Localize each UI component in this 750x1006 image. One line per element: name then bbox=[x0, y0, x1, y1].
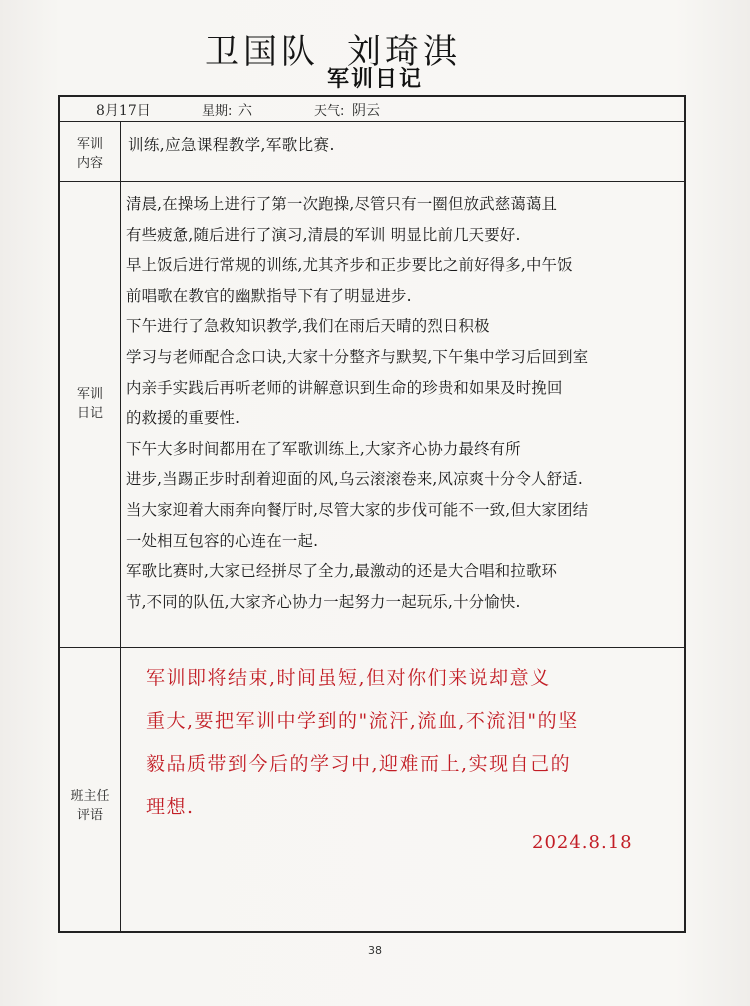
diary-line: 下午大多时间都用在了军歌训练上,大家齐心协力最终有所 bbox=[126, 439, 521, 458]
diary-label-text: 军训日记 bbox=[76, 387, 103, 421]
page-title: 军训日记 bbox=[326, 67, 423, 92]
diary-line: 一处相互包容的心连在一起. bbox=[126, 531, 319, 550]
diary-line: 内亲手实践后再听老师的讲解意识到生命的珍贵和如果及时挽回 bbox=[126, 378, 563, 397]
comment-label bbox=[60, 787, 120, 825]
row-divider-2 bbox=[60, 647, 684, 648]
content-label bbox=[60, 135, 120, 173]
diary-line: 学习与老师配合念口诀,大家十分整齐与默契,下午集中学习后回到室 bbox=[126, 347, 589, 366]
diary-label bbox=[60, 385, 120, 423]
owner-team: 卫国队 bbox=[205, 32, 319, 72]
row-divider-1 bbox=[60, 181, 684, 182]
weather-label: 天气: bbox=[314, 104, 345, 119]
training-content: 训练,应急课程教学,军歌比赛. bbox=[128, 136, 335, 154]
teacher-comment bbox=[146, 657, 682, 829]
header-row bbox=[60, 97, 684, 122]
weekday-value: 六 bbox=[238, 103, 252, 119]
diary-line: 的救援的重要性. bbox=[126, 409, 241, 428]
diary-line: 下午进行了急救知识教学,我们在雨后天晴的烈日积极 bbox=[126, 317, 490, 336]
diary-line: 有些疲惫,随后进行了演习,清晨的军训 明显比前几天要好. bbox=[126, 225, 521, 244]
comment-line: 军训即将结束,时间虽短,但对你们来说却意义 bbox=[146, 667, 551, 689]
owner-name: 刘琦淇 bbox=[347, 32, 461, 72]
comment-line: 毅品质带到今后的学习中,迎难而上,实现自己的 bbox=[146, 753, 572, 775]
diary-line: 进步,当踢正步时刮着迎面的风,乌云滚滚卷来,风凉爽十分令人舒适. bbox=[126, 470, 583, 489]
comment-line: 理想. bbox=[146, 796, 195, 818]
diary-line: 早上饭后进行常规的训练,尤其齐步和正步要比之前好得多,中午饭 bbox=[126, 256, 573, 275]
comment-date: 2024.8.18 bbox=[532, 832, 633, 853]
content-label-text: 军训内容 bbox=[76, 137, 103, 171]
weekday-label: 星期: bbox=[202, 104, 233, 119]
date-value: 8月17日 bbox=[96, 103, 151, 119]
comment-label-text: 班主任评语 bbox=[70, 789, 110, 823]
diary-line: 当大家迎着大雨奔向餐厅时,尽管大家的步伐可能不一致,但大家团结 bbox=[126, 500, 589, 519]
weather-value: 阴云 bbox=[352, 103, 380, 119]
page-number: 38 bbox=[368, 944, 382, 957]
column-divider bbox=[120, 121, 121, 931]
diary-line: 节,不同的队伍,大家齐心协力一起努力一起玩乐,十分愉快. bbox=[126, 592, 521, 611]
comment-line: 重大,要把军训中学到的"流汗,流血,不流泪"的坚 bbox=[146, 710, 579, 732]
diary-line: 军歌比赛时,大家已经拼尽了全力,最激动的还是大合唱和拉歌环 bbox=[126, 562, 558, 581]
diary-table bbox=[58, 95, 686, 933]
diary-line: 清晨,在操场上进行了第一次跑操,尽管只有一圈但放武慈蔼蔼且 bbox=[126, 195, 558, 213]
diary-text bbox=[126, 189, 682, 617]
diary-line: 前唱歌在教官的幽默指导下有了明显进步. bbox=[126, 286, 412, 305]
